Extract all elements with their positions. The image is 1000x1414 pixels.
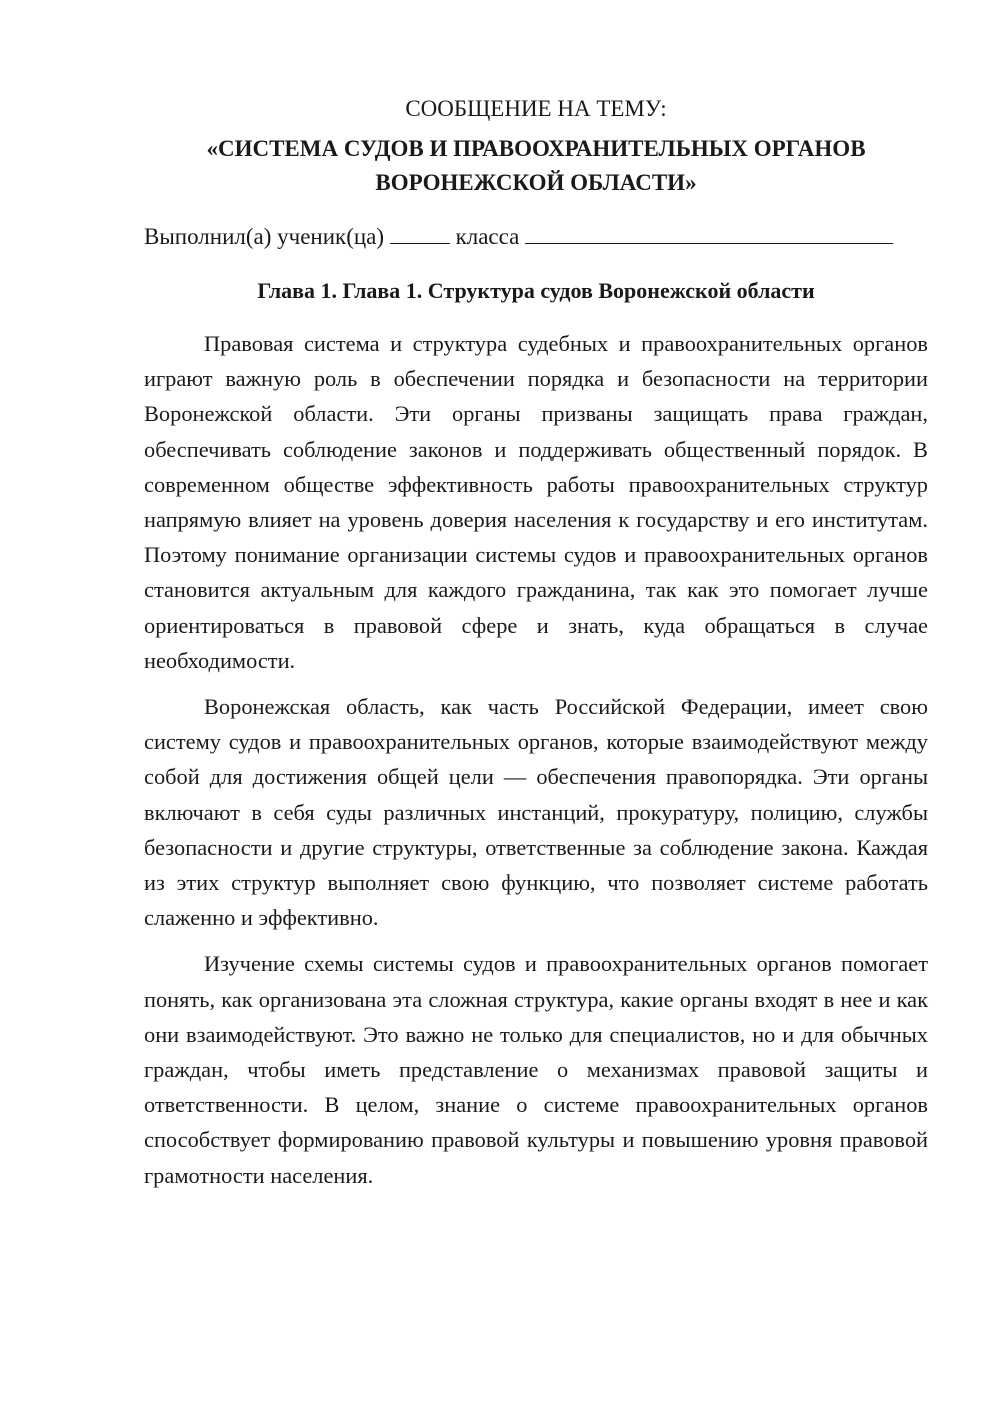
class-number-blank bbox=[390, 221, 450, 244]
author-line bbox=[144, 220, 928, 254]
class-label: класса bbox=[455, 224, 520, 249]
student-name-blank bbox=[525, 221, 893, 244]
document-title-line-1: «СИСТЕМА СУДОВ И ПРАВООХРАНИТЕЛЬНЫХ ОРГАНОВ bbox=[206, 136, 866, 161]
document-page bbox=[144, 92, 928, 1193]
author-label: Выполнил(а) ученик(ца) bbox=[144, 224, 385, 249]
paragraph-2: Воронежская область, как часть Российской Федерации, имеет свою систему судов и правоохранительных органов, которые взаимодействуют между собой для достижения общей цели — обеспечения правопорядка. Эти органы включают в себя суды различных инстанций, прокуратуру, полицию, службы безопасности и другие структуры, ответственные за соблюдение закона. Каждая из этих структур выполняет свою функцию, что позволяет системе работать слаженно и эффективно. bbox=[144, 694, 928, 931]
chapter-heading: Глава 1. Глава 1. Структура судов Воронежской области bbox=[257, 278, 815, 303]
document-title bbox=[144, 132, 928, 200]
paragraph-3: Изучение схемы системы судов и правоохранительных органов помогает понять, как организована эта сложная структура, какие органы входят в нее и как они взаимодействуют. Это важно не только для специалистов, но и для обычных граждан, чтобы иметь представление о механизмах правовой защиты и ответственности. В целом, знание о системе правоохранительных органов способствует формированию правовой культуры и повышению уровня правовой грамотности населения. bbox=[144, 951, 928, 1188]
document-header: СООБЩЕНИЕ НА ТЕМУ: bbox=[405, 96, 667, 121]
paragraph-1: Правовая система и структура судебных и правоохранительных органов играют важную роль в обеспечении порядка и безопасности на территории Воронежской области. Эти органы призваны защищать права граждан, обеспечивать соблюдение законов и поддерживать общественный порядок. В современном обществе эффективность работы правоохранительных структур напрямую влияет на уровень доверия населения к государству и его институтам. Поэтому понимание организации системы судов и правоохранительных органов становится актуальным для каждого гражданина, так как это помогает лучше ориентироваться в правовой сфере и знать, куда обращаться в случае необходимости. bbox=[144, 331, 928, 673]
document-title-line-2: ВОРОНЕЖСКОЙ ОБЛАСТИ» bbox=[375, 170, 697, 195]
